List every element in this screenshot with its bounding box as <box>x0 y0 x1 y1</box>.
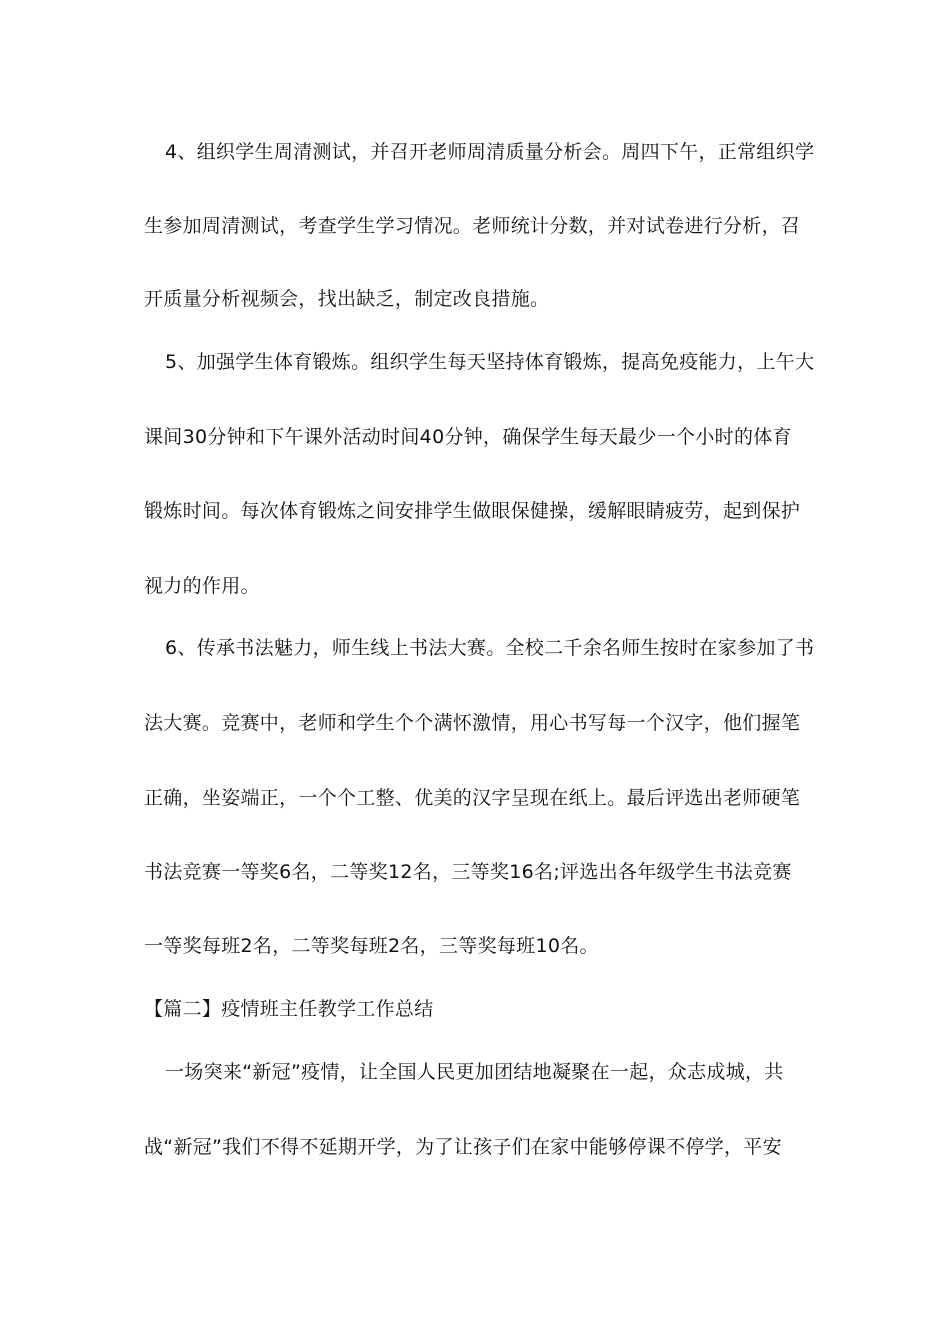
paragraph-5-line-4: 视力的作用。 <box>144 575 260 597</box>
paragraph-6-line-2: 法大赛。竞赛中，老师和学生个个满怀激情，用心书写每一个汉字，他们握笔 <box>144 712 801 734</box>
paragraph-6-line-5: 一等奖每班2名，二等奖每班2名，三等奖每班10名。 <box>144 935 599 957</box>
intro-paragraph-line-2: 战“新冠”我们不得不延期开学，为了让孩子们在家中能够停课不停学，平安 <box>144 1136 782 1158</box>
paragraph-5-line-3: 锻炼时间。每次体育锻炼之间安排学生做眼保健操，缓解眼睛疲劳，起到保护 <box>144 500 801 522</box>
paragraph-5-line-2: 课间30分钟和下午课外活动时间40分钟，确保学生每天最少一个小时的体育 <box>144 426 792 448</box>
intro-paragraph-line-1: 一场突来“新冠”疫情，让全国人民更加团结地凝聚在一起，众志成城，共 <box>165 1061 784 1083</box>
paragraph-6-line-4: 书法竞赛一等奖6名，二等奖12名，三等奖16名;评选出各年级学生书法竞赛 <box>144 861 792 883</box>
paragraph-4-line-2: 生参加周清测试，考查学生学习情况。老师统计分数，并对试卷进行分析，召 <box>144 215 801 237</box>
paragraph-6-line-1: 6、传承书法魅力，师生线上书法大赛。全校二千余名师生按时在家参加了书 <box>165 637 815 659</box>
paragraph-4-line-1: 4、组织学生周清测试，并召开老师周清质量分析会。周四下午，正常组织学 <box>165 141 815 163</box>
paragraph-4-line-3: 开质量分析视频会，找出缺乏，制定改良措施。 <box>144 288 550 310</box>
paragraph-5-line-1: 5、加强学生体育锻炼。组织学生每天坚持体育锻炼，提高免疫能力，上午大 <box>165 351 815 373</box>
paragraph-6-line-3: 正确，坐姿端正，一个个工整、优美的汉字呈现在纸上。最后评选出老师硬笔 <box>144 787 801 809</box>
section-heading: 【篇二】疫情班主任教学工作总结 <box>144 998 434 1020</box>
